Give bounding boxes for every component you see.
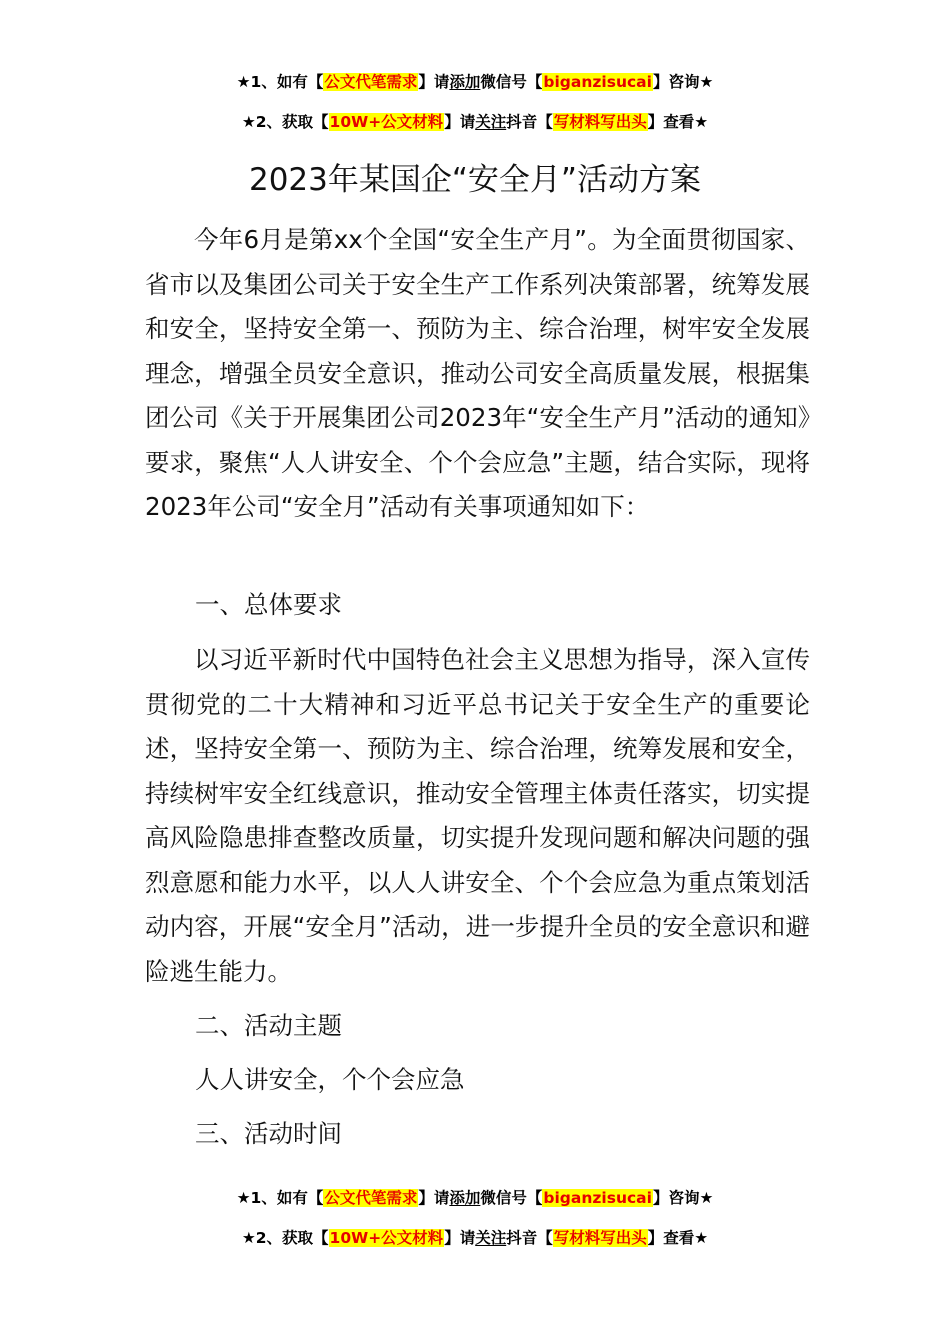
highlight-service: 公文代笔需求 <box>324 1189 418 1207</box>
underlined-follow: 关注 <box>475 113 507 131</box>
highlight-service: 公文代笔需求 <box>324 73 418 91</box>
top-banner-line-2: ★2、获取【10W+公文材料】请关注抖音【写材料写出头】查看★ <box>241 113 709 131</box>
intro-paragraph: 今年6月是第xx个全国“安全生产月”。为全面贯彻国家、省市以及集团公司关于安全生产工作系列决策部署，统筹发展和安全，坚持安全第一、预防为主、综合治理，树牢安全发展理念，增强全员安全意识，推动公司安全高质量发展，根据集团公司《关于开展集团公司2023年“安全生产月”活动的通知》要求，聚焦“人人讲安全、个个会应急”主题，结合实际，现将2023年公司“安全月”活动有关事项通知如下： <box>145 225 810 521</box>
highlight-wechat-id: biganzisucai <box>543 73 652 91</box>
highlight-wechat-id: biganzisucai <box>543 1189 652 1207</box>
section-1-heading: 一、总体要求 <box>195 590 342 619</box>
underlined-add: 添加 <box>449 1189 481 1207</box>
highlight-materials: 10W+公文材料 <box>329 1229 444 1247</box>
section-2-body: 人人讲安全，个个会应急 <box>195 1065 465 1094</box>
bottom-banner-line-1: ★1、如有【公文代笔需求】请添加微信号【biganzisucai】咨询★ <box>236 1189 714 1207</box>
highlight-materials: 10W+公文材料 <box>329 113 444 131</box>
document-title: 2023年某国企“安全月”活动方案 <box>248 162 701 198</box>
underlined-follow: 关注 <box>475 1229 507 1247</box>
section-3-heading: 三、活动时间 <box>195 1119 342 1148</box>
highlight-douyin-account: 写材料写出头 <box>553 1229 647 1247</box>
bottom-banner-line-2: ★2、获取【10W+公文材料】请关注抖音【写材料写出头】查看★ <box>241 1229 709 1247</box>
section-1-paragraph: 以习近平新时代中国特色社会主义思想为指导，深入宣传贯彻党的二十大精神和习近平总书记关于安全生产的重要论述，坚持安全第一、预防为主、综合治理，统筹发展和安全，持续树牢安全红线意识，推动安全管理主体责任落实，切实提高风险隐患排查整改质量，切实提升发现问题和解决问题的强烈意愿和能力水平，以人人讲安全、个个会应急为重点策划活动内容，开展“安全月”活动，进一步提升全员的安全意识和避险逃生能力。 <box>145 645 810 986</box>
underlined-add: 添加 <box>449 73 481 91</box>
highlight-douyin-account: 写材料写出头 <box>553 113 647 131</box>
section-2-heading: 二、活动主题 <box>195 1011 342 1040</box>
top-banner-line-1: ★1、如有【公文代笔需求】请添加微信号【biganzisucai】咨询★ <box>236 73 714 91</box>
